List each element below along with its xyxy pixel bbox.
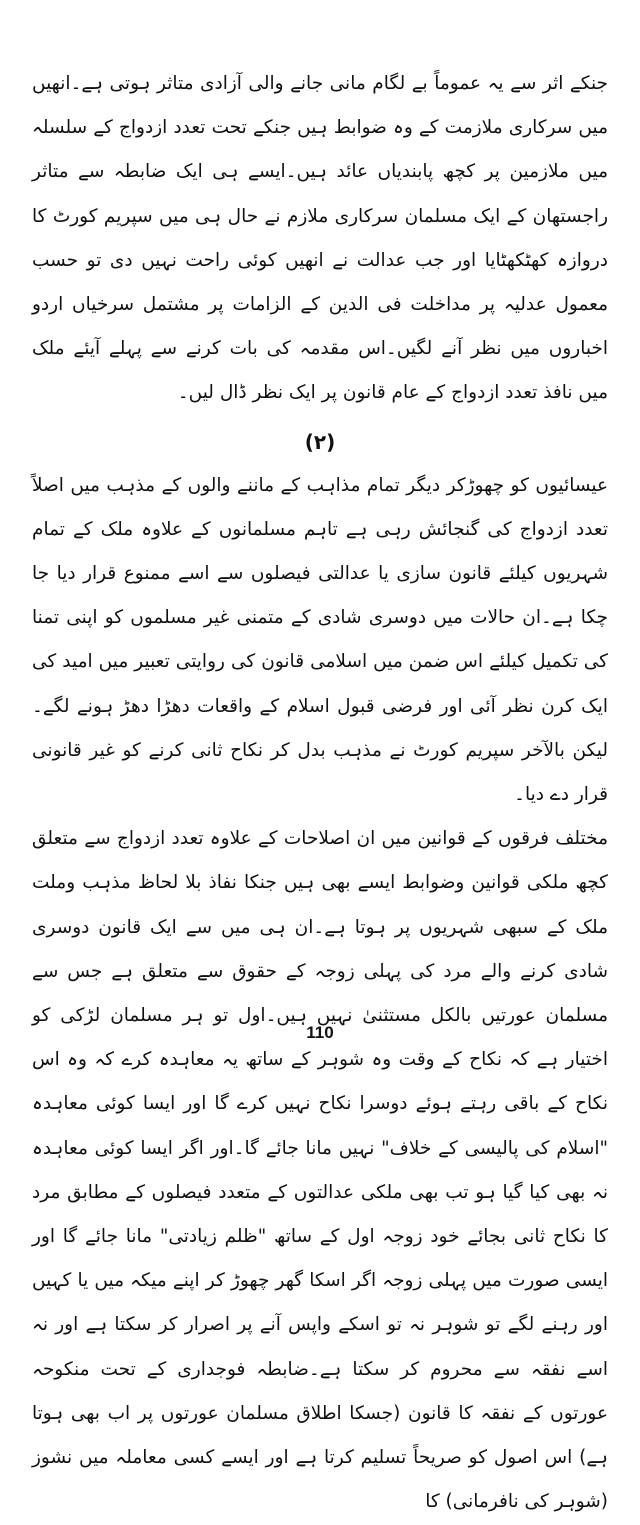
paragraph-1: جنکے اثر سے یہ عموماً بے لگام مانی جانے والی آزادی متاثر ہوتی ہے۔انھیں میں سرکاری ملازمت کے وہ ضوابط ہیں جنکے تحت تعدد ازدواج کے سلسلہ میں ملازمین پر کچھ پابندیاں عائد ہیں۔ایسے ہی ایک ضابطہ سے متاثر راجستھان کے ایک مسلمان سرکاری ملازم نے حال ہی میں سپریم کورٹ کا دروازہ کھٹکھٹایا اور جب عدالت نے انھیں کوئی راحت نہیں دی تو حسب معمول عدلیہ پر مداخلت فی الدین کے الزامات پر مشتمل سرخیاں اردو اخباروں میں نظر آنے لگیں۔اس مقدمہ کی بات کرنے سے پہلے آیئے ملک میں نافذ تعدد ازدواج کے عام قانون پر ایک نظر ڈال لیں۔ (32, 73, 608, 404)
paragraph-3: مختلف فرقوں کے قوانین میں ان اصلاحات کے علاوہ تعدد ازدواج سے متعلق کچھ ملکی قوانین وضوابط ایسے بھی ہیں جنکا نفاذ بلا لحاظ مذہب وملت ملک کے سبھی شہریوں پر ہوتا ہے۔ان ہی میں سے ایک قانون دوسری شادی کرنے والے مرد کی پہلی زوجہ کے حقوق سے متعلق ہے جس سے مسلمان عورتیں بالکل مستثنیٰ نہیں ہیں۔اول تو ہر مسلمان لڑکی کو اختیار ہے کہ نکاح کے وقت وہ شوہر کے ساتھ یہ معاہدہ کرے کہ وہ اس نکاح کے باقی رہتے ہوئے دوسرا نکاح نہیں کرے گا اور ایسا کوئی معاہدہ "اسلام کی پالیسی کے خلاف" نہیں مانا جائے گا۔اور اگر ایسا کوئی معاہدہ نہ بھی کیا گیا ہو تب بھی ملکی عدالتوں کے متعدد فیصلوں کے مطابق مرد کا نکاح ثانی بجائے خود زوجہ اول کے ساتھ "ظلم زیادتی" مانا جائے گا اور ایسی صورت میں پہلی زوجہ اگر اسکا گھر چھوڑ کر اپنے میکہ میں یا کہیں اور رہنے لگے تو شوہر نہ تو اسکے واپس آنے پر اصرار کر سکتا ہے اور نہ اسے نفقہ سے محروم کر سکتا ہے۔ضابطہ فوجداری کے تحت منکوحہ عورتوں کے نفقہ کا قانون (جسکا اطلاق مسلمان عورتوں پر اب بھی ہوتا ہے) اس اصول کو صریحاً تسلیم کرتا ہے اور ایسے کسی معاملہ میں نشوز (شوہر کی نافرمانی) کا (32, 828, 608, 1513)
section-heading: (۲) (304, 429, 336, 454)
paragraph-2: عیسائیوں کو چھوڑکر دیگر تمام مذاہب کے ماننے والوں کے مذہب میں اصلاً تعدد ازدواج کی گنجائش رہی ہے تاہم مسلمانوں کے علاوہ ملک کے تمام شہریوں کیلئے قانون سازی یا عدالتی فیصلوں سے اسے ممنوع قرار دیا جا چکا ہے۔ان حالات میں دوسری شادی کے متمنی غیر مسلموں کو اپنی تمنا کی تکمیل کیلئے اس ضمن میں اسلامی قانون کی روایتی تعبیر میں امید کی ایک کرن نظر آئی اور فرضی قبول اسلام کے واقعات دھڑا دھڑ ہونے لگے۔لیکن بالآخر سپریم کورٹ نے مذہب بدل کر نکاح ثانی کرنے کو غیر قانونی قرار دے دیا۔ (32, 474, 608, 806)
page-number: 110 (306, 1023, 334, 1042)
